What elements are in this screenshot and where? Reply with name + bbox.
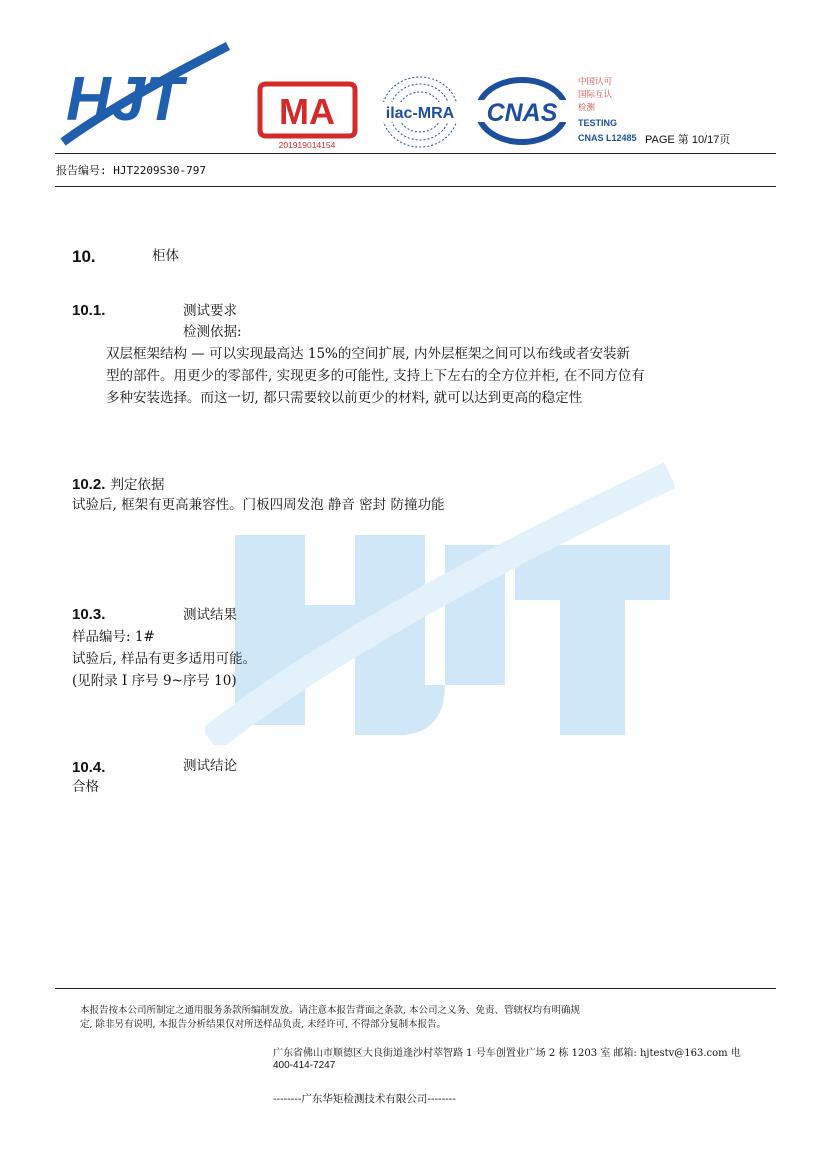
cma-logo bbox=[256, 80, 359, 150]
section-number: 10.3. bbox=[72, 606, 106, 623]
page-label: PAGE 第 10/17页 bbox=[645, 134, 731, 146]
section-number: 10. bbox=[72, 247, 96, 266]
criteria-text: 试验后, 框架有更高兼容性。门板四周发泡 静音 密封 防撞功能 bbox=[72, 497, 445, 513]
section-title: 测试结果 bbox=[183, 607, 237, 623]
cert-line: 检测 bbox=[578, 103, 596, 113]
report-number: 报告编号: HJT2209S30-797 bbox=[56, 164, 206, 177]
text-line: (见附录 I 序号 9~序号 10) bbox=[72, 673, 237, 689]
cnas-text: CNAS bbox=[486, 99, 558, 127]
cert-line: 国际互认 bbox=[578, 90, 613, 100]
basis-label: 检测依据: bbox=[183, 324, 242, 340]
testing-label: TESTING bbox=[578, 118, 618, 128]
ilac-mra-logo bbox=[374, 74, 466, 150]
section-title: 判定依据 bbox=[110, 477, 165, 493]
section-number: 10.4. bbox=[72, 759, 106, 776]
cnas-code: CNAS L12485 bbox=[578, 133, 637, 143]
disclaimer-line: 定, 除非另有说明, 本报告分析结果仅对所送样品负责, 未经许可, 不得部分复制本报告。 bbox=[80, 1019, 447, 1030]
requirement-text bbox=[106, 343, 645, 409]
ilac-text: ilac-MRA bbox=[385, 105, 455, 122]
section-number: 10.2. bbox=[72, 476, 106, 493]
section-number: 10.1. bbox=[72, 302, 106, 319]
text-line: 试验后, 样品有更多适用可能。 bbox=[72, 651, 257, 667]
text-line: 样品编号: 1# bbox=[72, 629, 155, 645]
section-heading bbox=[72, 474, 164, 496]
cma-number: 201919014154 bbox=[278, 140, 336, 150]
disclaimer-line: 本报告按本公司所制定之通用服务条款所编制发放。请注意本报告背面之条款, 本公司之义务、免责、管辖权均有明确规 bbox=[80, 1005, 581, 1016]
cma-text: MA bbox=[279, 91, 335, 132]
disclaimer bbox=[80, 1004, 580, 1032]
cert-lines bbox=[578, 76, 612, 115]
hjt-logo-text: HJT bbox=[66, 65, 184, 134]
company-address: 广东省佛山市顺德区大良街道逢沙村萃智路 1 号车创置业广场 2 栋 1203 室 邮箱: hjtestv@163.com 电 bbox=[273, 1048, 741, 1059]
section-title: 柜体 bbox=[152, 248, 179, 264]
text-line: 双层框架结构 — 可以实现最高达 15%的空间扩展, 内外层框架之间可以布线或者安装新 bbox=[106, 346, 630, 362]
company-phone: 400-414-7247 bbox=[273, 1060, 336, 1071]
header-divider bbox=[55, 153, 776, 154]
hjt-logo bbox=[58, 42, 233, 147]
section-title: 测试结论 bbox=[183, 758, 237, 774]
cnas-logo bbox=[472, 74, 572, 149]
conclusion-text: 合格 bbox=[72, 779, 99, 795]
section-title: 测试要求 bbox=[183, 303, 237, 319]
text-line: 型的部件。用更少的零部件, 实现更多的可能性, 支持上下左右的全方位并柜, 在不同方位有 bbox=[106, 368, 645, 384]
header-divider bbox=[55, 186, 776, 187]
company-name: --------广东华矩检测技术有限公司-------- bbox=[273, 1093, 456, 1105]
footer-divider bbox=[55, 988, 776, 989]
text-line: 多种安装选择。而这一切, 都只需要较以前更少的材料, 就可以达到更高的稳定性 bbox=[106, 390, 583, 406]
cert-line: 中国认可 bbox=[578, 77, 613, 87]
result-text bbox=[72, 626, 256, 692]
